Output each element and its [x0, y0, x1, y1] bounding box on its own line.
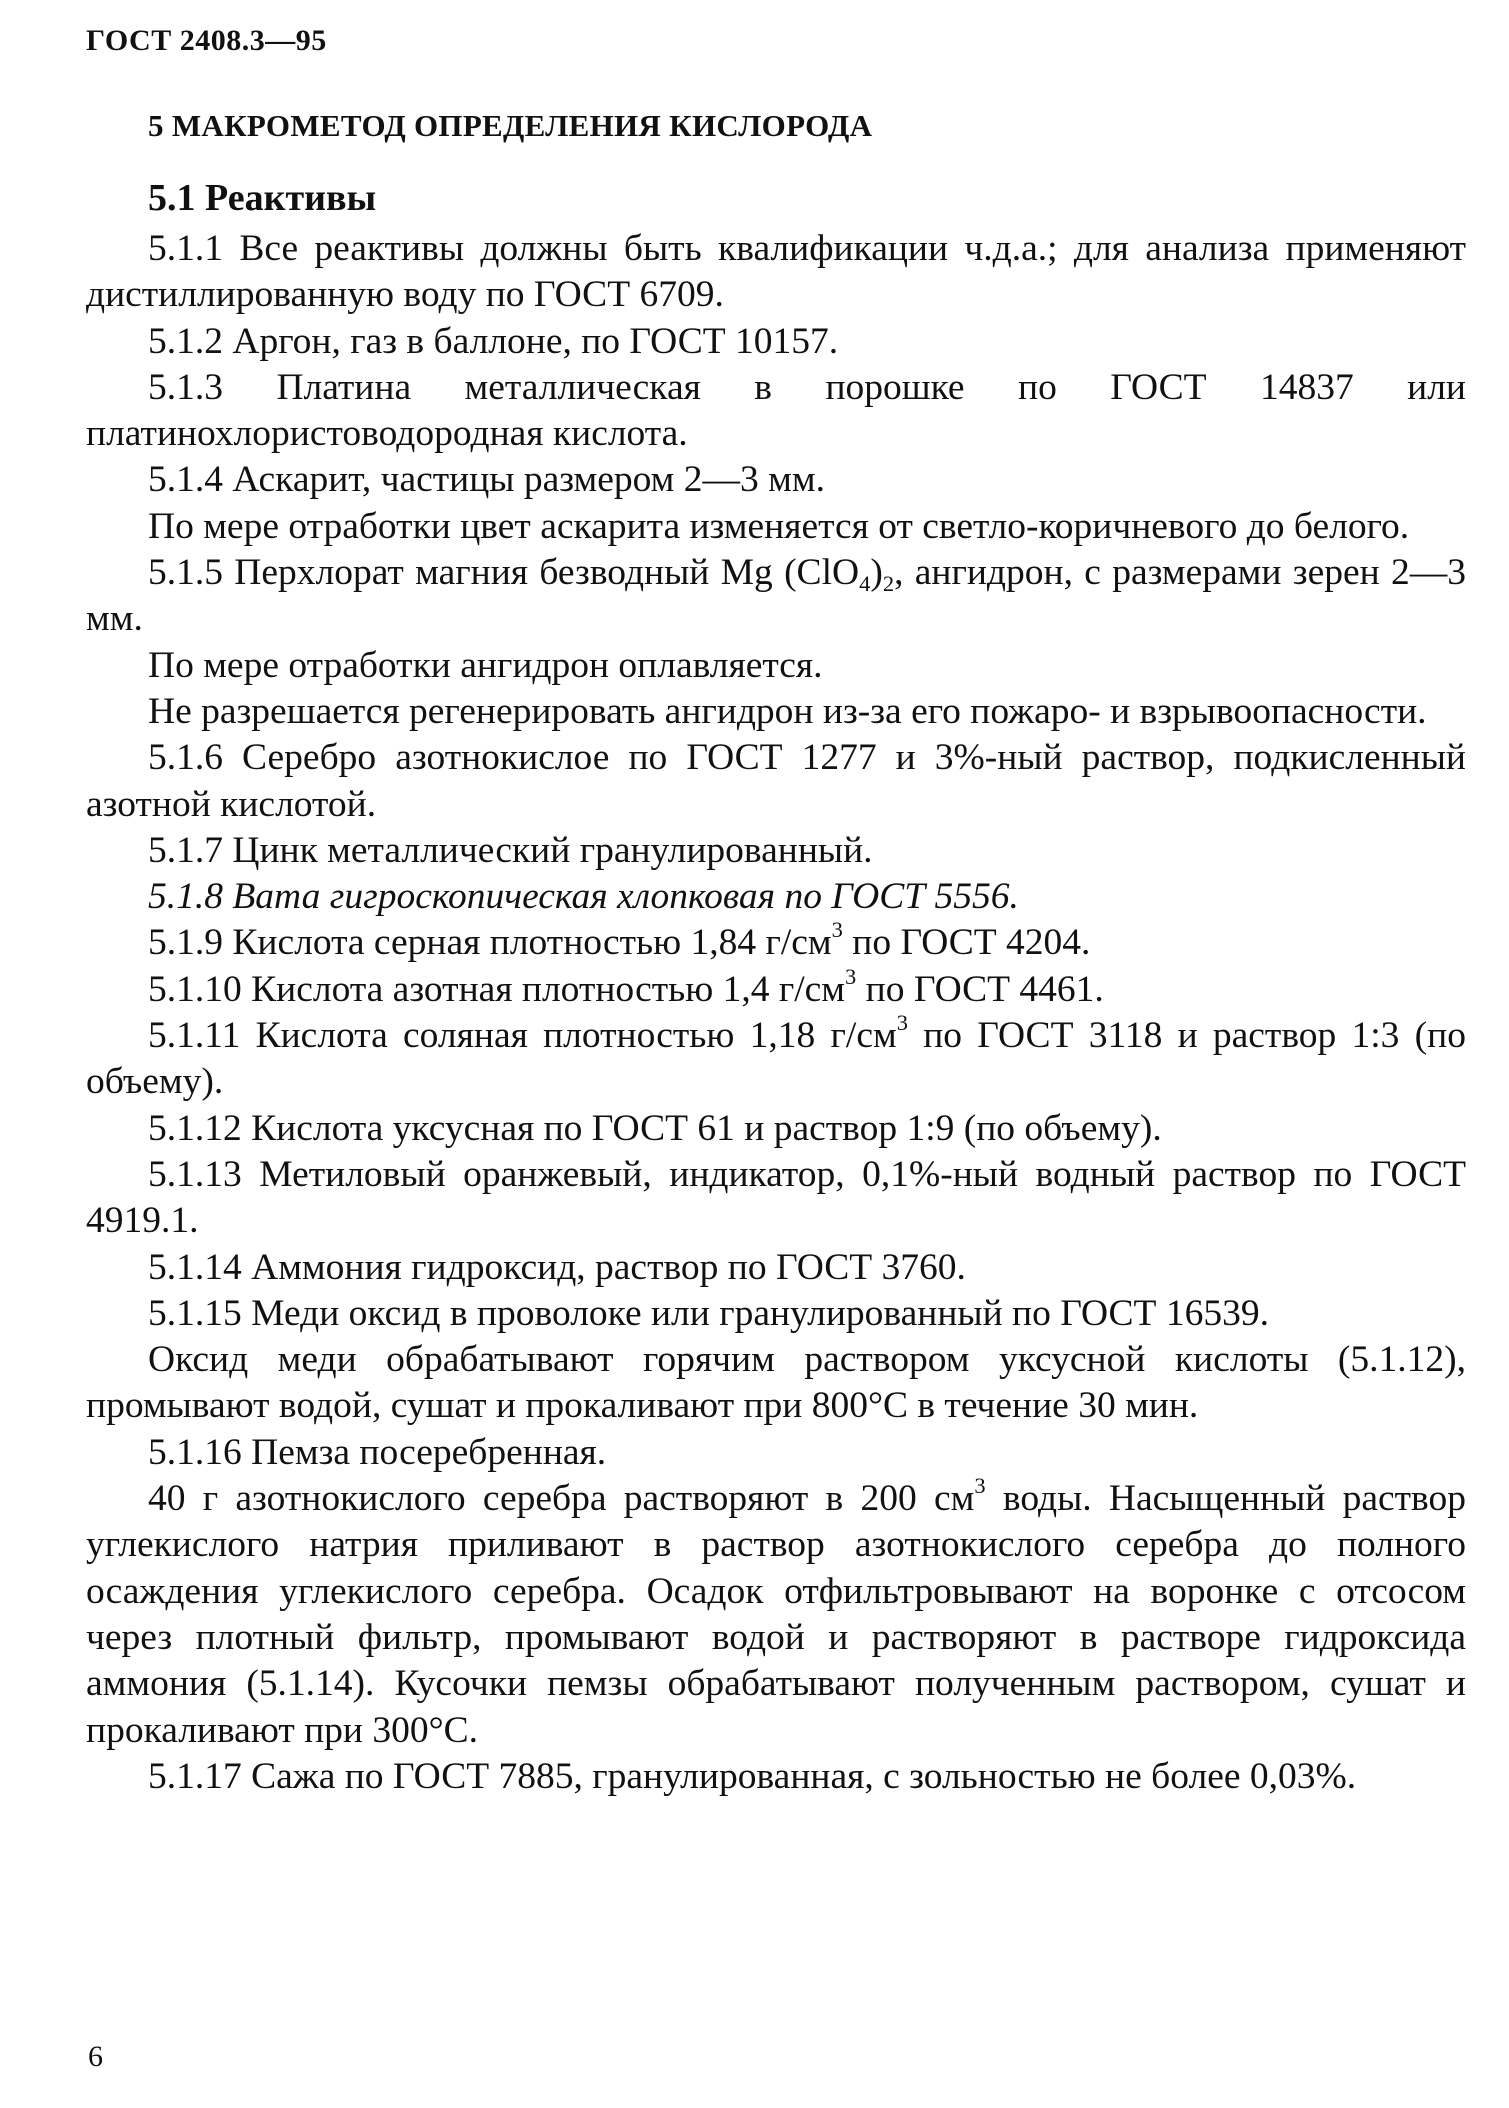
text-segment: по ГОСТ 4204. [842, 922, 1091, 964]
text-segment: по ГОСТ 4461. [856, 968, 1104, 1010]
paragraph-5-1-14: 5.1.14 Аммония гидроксид, раствор по ГОСТ 3760. [148, 1246, 966, 1288]
text-segment: , ангидрон, с размерами зерен 2—3 мм. [86, 552, 1467, 640]
paragraph-5-1-12: 5.1.12 Кислота уксусная по ГОСТ 61 и раствор 1:9 (по объему). [148, 1107, 1162, 1149]
document-body [86, 226, 1466, 1800]
text-segment: 5.1.9 Кислота серная плотностью 1,84 г/см [148, 922, 832, 964]
paragraph-5-1-10 [86, 963, 1466, 1013]
paragraph-5-1-8: 5.1.8 Вата гигроскопическая хлопковая по ГОСТ 5556. [148, 876, 1019, 918]
paragraph-anhydrone-note: По мере отработки ангидрон оплавляется. [148, 644, 823, 686]
paragraph-5-1-1: 5.1.1 Все реактивы должны быть квалификации ч.д.а.; для анализа применяют дистиллированную воду по ГОСТ 6709. [86, 228, 1466, 316]
text-segment: 5.1.5 Перхлорат магния безводный Mg (ClO [148, 552, 860, 594]
superscript: 3 [845, 963, 857, 989]
text-segment: 5.1.11 Кислота соляная плотностью 1,18 г/см [148, 1015, 897, 1057]
paragraph-5-1-5 [86, 550, 1466, 643]
document-header: ГОСТ 2408.3—95 [86, 24, 327, 57]
paragraph-pumice-procedure [86, 1473, 1466, 1754]
page-number: 6 [88, 2040, 103, 2073]
text-segment: ) [870, 552, 883, 594]
subsection-title: 5.1 Реактивы [148, 177, 377, 219]
paragraph-5-1-7: 5.1.7 Цинк металлический гранулированный. [148, 829, 873, 871]
paragraph-5-1-15: 5.1.15 Меди оксид в проволоке или гранулированный по ГОСТ 16539. [148, 1292, 1269, 1334]
subscript: 4 [859, 570, 871, 596]
paragraph-5-1-13: 5.1.13 Метиловый оранжевый, индикатор, 0,1%-ный водный раствор по ГОСТ 4919.1. [86, 1153, 1466, 1242]
paragraph-5-1-3: 5.1.3 Платина металлическая в порошке по ГОСТ 14837 или платинохлористоводородная кислота. [86, 366, 1466, 455]
section-title: 5 МАКРОМЕТОД ОПРЕДЕЛЕНИЯ КИСЛОРОДА [148, 108, 873, 143]
paragraph-5-1-6: 5.1.6 Серебро азотнокислое по ГОСТ 1277 и 3%-ный раствор, подкисленный азотной кислотой. [86, 737, 1466, 825]
paragraph-anhydrone-warning: Не разрешается регенерировать ангидрон из-за его пожаро- и взрывоопасности. [148, 690, 1427, 732]
text-segment: воды. Насыщенный раствор углекислого натрия приливают в раствор азотнокислого серебра до полного осаждения углекислого серебра. Осадок отфильтровывают на воронке с отсосом через плотный фильтр, промывают водой и растворяют в растворе гидроксида аммония (5.1.14). Кусочки пемзы обрабатывают полученным раствором, сушат и прокаливают при 300°С. [86, 1478, 1466, 1751]
paragraph-5-1-4: 5.1.4 Аскарит, частицы размером 2—3 мм. [148, 459, 825, 501]
text-segment: по ГОСТ 3118 и раствор 1:3 (по объему). [86, 1015, 1466, 1103]
superscript: 3 [831, 917, 843, 943]
paragraph-5-1-16: 5.1.16 Пемза посеребренная. [148, 1431, 607, 1473]
superscript: 3 [974, 1473, 986, 1499]
text-segment: 5.1.10 Кислота азотная плотностью 1,4 г/см [148, 968, 846, 1010]
paragraph-copper-oxide-note: Оксид меди обрабатывают горячим раствором уксусной кислоты (5.1.12), промывают водой, сушат и прокаливают при 800°С в течение 30 мин. [86, 1339, 1466, 1427]
paragraph-5-1-17: 5.1.17 Сажа по ГОСТ 7885, гранулированная, с зольностью не более 0,03%. [148, 1755, 1357, 1797]
paragraph-ascarite-note: По мере отработки цвет аскарита изменяется от светло-коричневого до белого. [148, 505, 1410, 547]
superscript: 3 [896, 1010, 908, 1036]
text-segment: 40 г азотнокислого серебра растворяют в 200 см [148, 1478, 975, 1520]
paragraph-5-1-2: 5.1.2 Аргон, газ в баллоне, по ГОСТ 10157. [148, 320, 839, 362]
paragraph-5-1-11 [86, 1010, 1466, 1106]
paragraph-5-1-9 [86, 917, 1466, 966]
subscript: 2 [882, 570, 895, 596]
